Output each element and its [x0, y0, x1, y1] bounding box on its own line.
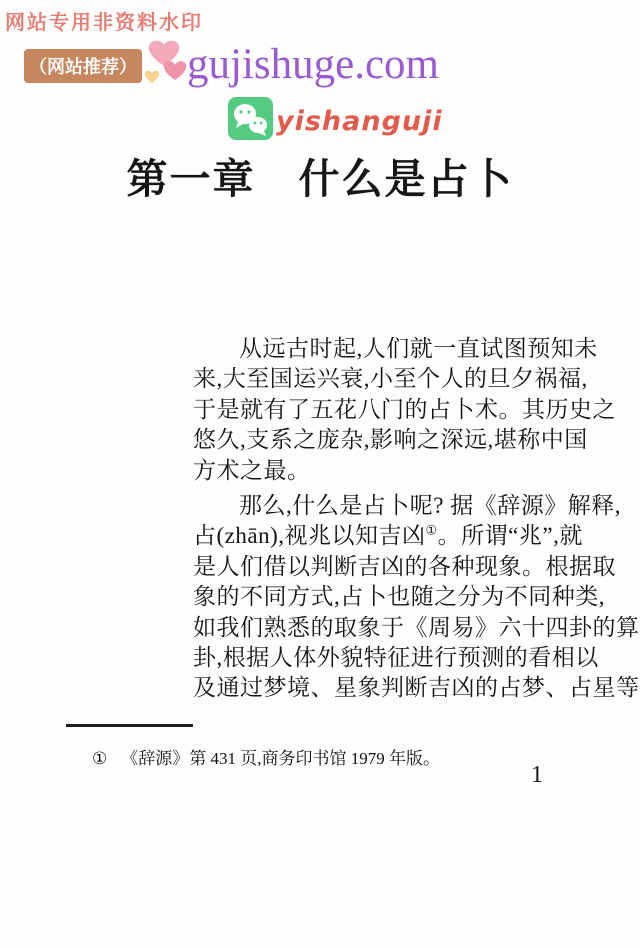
text-line: 象的不同方式,占卜也随之分为不同种类,: [193, 584, 605, 610]
text-line: 从远古时起,人们就一直试图预知未: [239, 336, 598, 361]
text-line: 那么,什么是占卜呢? 据《辞源》解释,: [239, 493, 621, 519]
text-line: 来,大至国运兴衰,小至个人的旦夕祸福,: [193, 366, 588, 392]
paragraph: [193, 491, 640, 704]
text-line: 于是就有了五花八门的占卜术。其历史之: [193, 396, 616, 422]
chapter-title: 第一章 什么是占卜: [126, 156, 514, 202]
page-number: 1: [531, 762, 543, 788]
text-line: 卦,根据人体外貌特征进行预测的看相以: [193, 645, 599, 671]
footnote-marker: ①: [92, 749, 108, 768]
site-url-text: gujishuge.com: [187, 41, 439, 88]
watermark-text: 网站专用非资料水印: [5, 12, 203, 34]
text-line: 方术之最。: [193, 457, 311, 483]
wechat-chat-bubbles-icon: [228, 97, 273, 145]
wechat-banner: [228, 97, 443, 145]
body-text: [193, 334, 640, 704]
text-line: 是人们借以判断吉凶的各种现象。根据取: [193, 553, 616, 579]
site-recommend-badge: [24, 49, 142, 83]
badge-label: （网站推荐）: [29, 57, 137, 77]
text-line: 占(zhān),视兆以知吉凶①。所谓“兆”,就: [193, 522, 583, 549]
footnote-divider: [66, 724, 193, 727]
footnote-text: 《辞源》第 431 页,商务印书馆 1979 年版。: [121, 749, 440, 768]
text-line: 悠久,支系之庞杂,影响之深远,堪称中国: [193, 427, 588, 453]
wechat-id-text: yishanguji: [276, 105, 443, 137]
text-line: 及通过梦境、星象判断吉凶的占梦、占星等: [193, 675, 640, 701]
text-line: 如我们熟悉的取象于《周易》六十四卦的算: [193, 614, 640, 640]
footnote: [92, 744, 440, 769]
paragraph: [193, 334, 616, 486]
